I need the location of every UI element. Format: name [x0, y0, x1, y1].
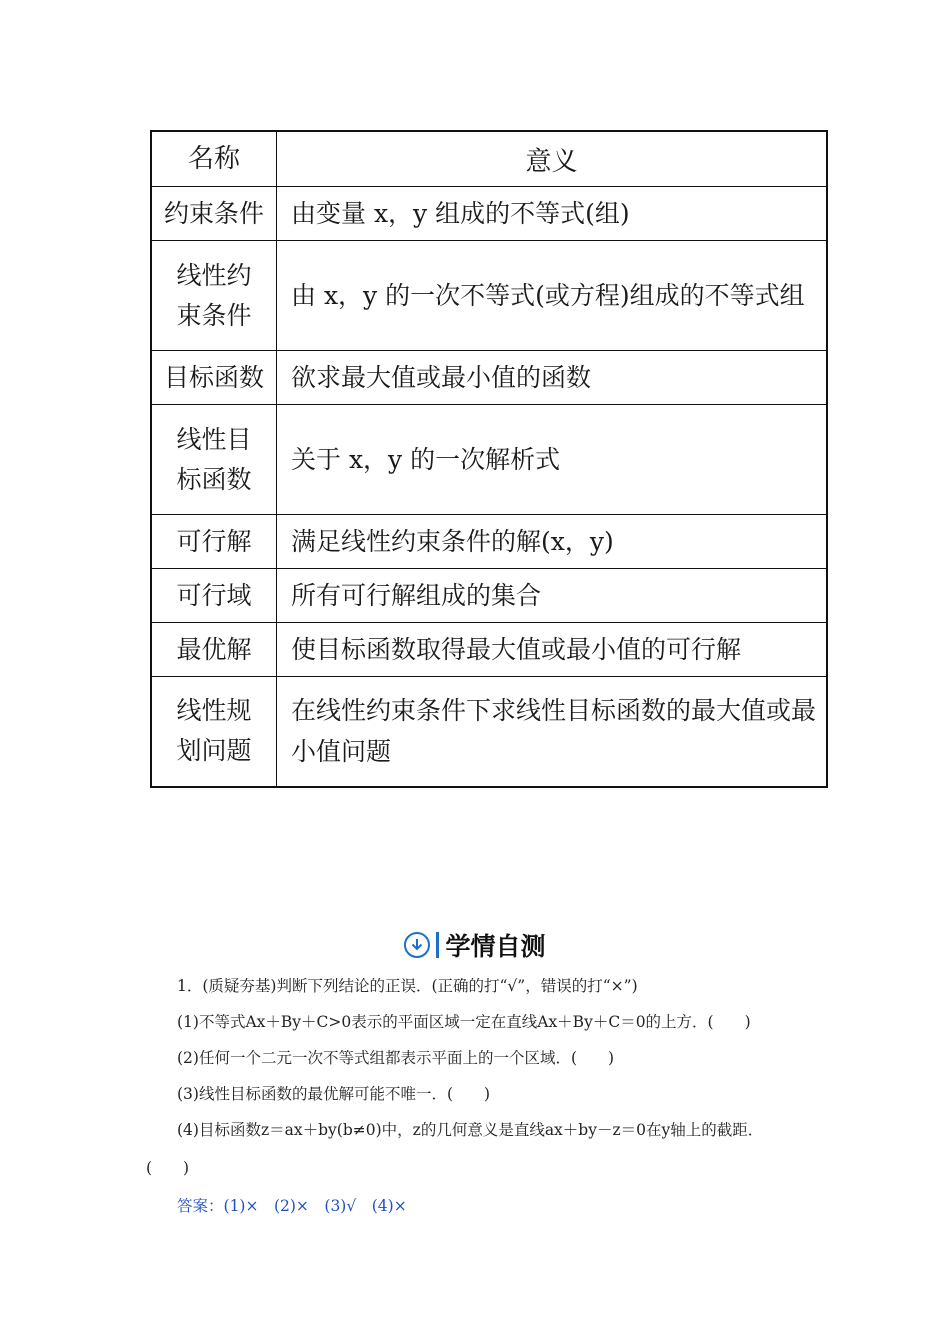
- table-row: [151, 677, 827, 787]
- meaning-cell: 由变量 x，y 组成的不等式(组): [277, 187, 828, 241]
- term-cell: 线性约束条件: [151, 241, 277, 351]
- term-cell: 可行域: [151, 569, 277, 623]
- section-title: 学情自测: [445, 932, 546, 961]
- answer-text: (1)× (2)× (3)√ (4)×: [223, 1197, 407, 1215]
- header-meaning: 意义: [277, 131, 828, 187]
- term-cell: 线性目标函数: [151, 405, 277, 515]
- meaning-cell: 使目标函数取得最大值或最小值的可行解: [277, 623, 828, 677]
- question-item-4-blank: ( ): [146, 1159, 190, 1177]
- table-header-row: [151, 131, 827, 187]
- question-stem: 1．(质疑夯基)判断下列结论的正误．(正确的打“√”，错误的打“×”): [177, 977, 638, 995]
- term-cell: 可行解: [151, 515, 277, 569]
- meaning-cell: 所有可行解组成的集合: [277, 569, 828, 623]
- meaning-cell: 满足线性约束条件的解(x，y): [277, 515, 828, 569]
- term-cell: 约束条件: [151, 187, 277, 241]
- answer-label: 答案：: [177, 1197, 224, 1215]
- table-row: [151, 187, 827, 241]
- answer-line: [177, 1194, 407, 1216]
- table-row: [151, 623, 827, 677]
- term-cell: 线性规划问题: [151, 677, 277, 787]
- question-item-4: (4)目标函数z＝ax＋by(b≠0)中，z的几何意义是直线ax＋by－z＝0在y轴上的截距．: [177, 1121, 764, 1139]
- section-header: [0, 927, 950, 963]
- table-row: [151, 351, 827, 405]
- header-name: 名称: [151, 131, 277, 187]
- table-row: [151, 241, 827, 351]
- term-cell: 最优解: [151, 623, 277, 677]
- meaning-cell: 欲求最大值或最小值的函数: [277, 351, 828, 405]
- term-cell: 目标函数: [151, 351, 277, 405]
- question-item-2: (2)任何一个二元一次不等式组都表示平面上的一个区域．( ): [177, 1049, 615, 1067]
- table-row: [151, 405, 827, 515]
- meaning-cell: 在线性约束条件下求线性目标函数的最大值或最小值问题: [277, 677, 828, 787]
- meaning-cell: 关于 x，y 的一次解析式: [277, 405, 828, 515]
- definition-table: [150, 130, 828, 788]
- meaning-cell: 由 x，y 的一次不等式(或方程)组成的不等式组: [277, 241, 828, 351]
- table-row: [151, 569, 827, 623]
- section-divider: [436, 932, 439, 958]
- down-arrow-circle-icon: [404, 932, 430, 958]
- question-item-1: (1)不等式Ax＋By＋C>0表示的平面区域一定在直线Ax＋By＋C＝0的上方．( ): [177, 1013, 751, 1031]
- question-item-3: (3)线性目标函数的最优解可能不唯一．( ): [177, 1085, 491, 1103]
- table-row: [151, 515, 827, 569]
